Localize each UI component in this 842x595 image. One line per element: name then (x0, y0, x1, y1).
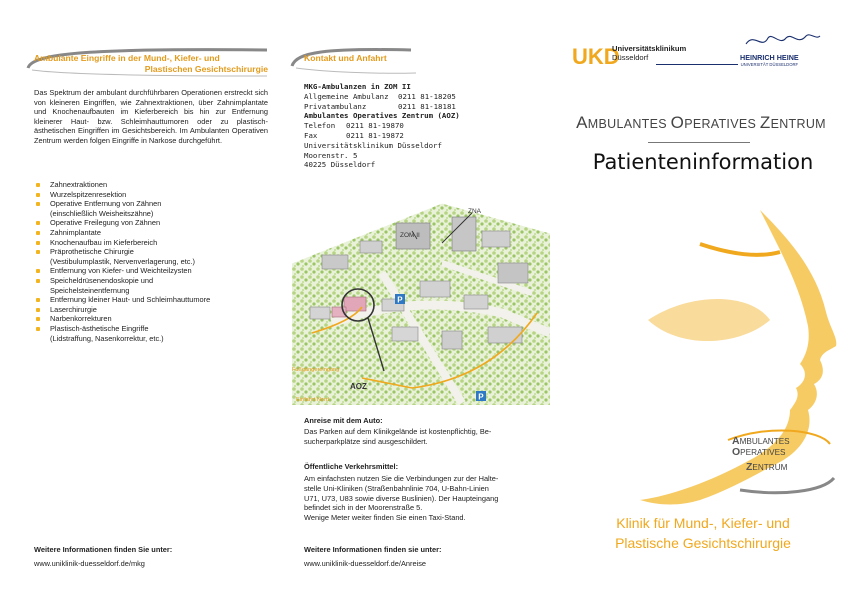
title-rest: PERATIVES (684, 117, 760, 131)
procedure-item: Operative Entfernung von Zähnen (34, 199, 274, 209)
procedure-item: Narbenkorrekturen (34, 314, 274, 324)
patient-info-title: Patienteninformation (592, 150, 814, 174)
procedure-item: Entfernung kleiner Haut- und Schleimhauttumore (34, 295, 274, 305)
title-cap: A (576, 113, 588, 132)
parking-label: P (478, 392, 484, 402)
title-rule (648, 142, 750, 143)
map-label-zom: ZOM II (400, 232, 420, 239)
logo-rest: ENTRUM (752, 463, 788, 472)
logo-line (732, 436, 790, 447)
title-rest: ENTRUM (770, 117, 826, 131)
map-label-entrance: Einfahrt Nord (296, 397, 329, 403)
eye-shape (648, 299, 770, 341)
contact-title: MKG-Ambulanzen in ZOM II (304, 82, 411, 91)
logo-rest: PERATIVES (740, 448, 786, 457)
logo-rest: MBULANTES (739, 437, 790, 446)
panel-contact (280, 0, 560, 595)
ukd-subtitle (612, 44, 686, 62)
panel-cover (560, 0, 842, 595)
contact-row (304, 131, 460, 141)
procedure-item: Wurzelspitzenresektion (34, 190, 274, 200)
procedure-item: (einschließlich Weisheitszähne) (50, 208, 154, 218)
logo-rule (656, 64, 738, 65)
parking-label: P (397, 295, 403, 305)
transit-text (304, 474, 554, 523)
text-line: Das Parken auf dem Klinikgelände ist kostenpflichtig, Be- (304, 427, 492, 436)
procedure-item: Präprothetische Chirurgie (34, 247, 274, 257)
footer-label: Weitere Informationen finden Sie unter: (34, 545, 173, 554)
map-label-pedestrian: Fußgängereingang (292, 367, 340, 373)
contact-label: Telefon (304, 121, 336, 131)
footer-label: Weitere Informationen finden sie unter: (304, 545, 442, 554)
intro-text: Das Spektrum der ambulant durchführbaren Operationen erstreckt sich von kleineren Eingriffen, wie Zahnextraktionen, über Zahnimplantate und Knochenaufbauten im Kieferbereich bis hin zur Entfernung kleinerer Haut- bzw. Schleimhauttumoren oder zu plastisch-ästhetischen Eingriffen im Gesichtsbereich. Im Ambulanten Operativen Zentrum werden folgen Eingriffe in Narkose durchgeführt. (34, 88, 268, 145)
text-line: Am einfachsten nutzen Sie die Verbindungen zur der Halte- (304, 474, 499, 483)
contact-label: Allgemeine Ambulanz (304, 91, 389, 101)
procedure-item: Speicheldrüsenendoskopie und (34, 276, 274, 286)
logo-cap: O (732, 446, 741, 458)
contact-phone[interactable]: 0211 81-18205 (398, 91, 456, 101)
contact-phone[interactable]: 0211 81-19870 (346, 121, 404, 131)
hhu-line: HEINRICH HEINE (740, 53, 799, 62)
address-line: 40225 Düsseldorf (304, 160, 376, 170)
contact-block (304, 82, 460, 170)
logo-cap: A (732, 435, 740, 447)
title-cap: O (670, 113, 685, 132)
hhu-line: UNIVERSITÄT DÜSSELDORF (740, 62, 799, 67)
procedure-item: Operative Freilegung von Zähnen (34, 218, 274, 228)
contact-phone[interactable]: 0211 81-18181 (398, 101, 456, 111)
procedures-header (34, 53, 268, 75)
text-line: Wenige Meter weiter finden Sie einen Taxi-Stand. (304, 513, 466, 523)
logo-line (732, 462, 790, 473)
contact-row (304, 121, 460, 131)
contact-label: Fax (304, 130, 318, 140)
aoz-building (344, 297, 366, 311)
brow-shape (700, 244, 780, 255)
procedure-item: (Vestibulumplastik, Nervenverlagerung, etc.) (50, 256, 196, 266)
title-rest: MBULANTES (587, 117, 671, 131)
procedure-list (34, 180, 274, 343)
procedure-item: Zahnextraktionen (34, 180, 274, 190)
title-cap: Z (759, 113, 771, 132)
aoz-small-logo (732, 436, 790, 473)
procedure-item: Speichelsteinentfernung (50, 285, 130, 295)
procedure-item: Entfernung von Kiefer- und Weichteilzysten (34, 266, 274, 276)
map-label-aoz: AOZ (350, 382, 367, 391)
contact-row (304, 102, 460, 112)
car-title: Anreise mit dem Auto: (304, 416, 383, 425)
contact-header: Kontakt und Anfahrt (304, 53, 387, 63)
procedure-item: (Lidstraffung, Nasenkorrektur, etc.) (50, 333, 164, 343)
header-line-2: Plastischen Gesichtschirurgie (144, 64, 268, 74)
map-label-zna: ZNA (468, 208, 481, 215)
procedure-item: Laserchirurgie (34, 305, 274, 315)
logo-cap: Z (746, 461, 753, 473)
ukd-line: Universitätsklinikum (612, 44, 687, 53)
clinic-line: Plastische Gesichtschirurgie (615, 535, 791, 551)
car-text (304, 427, 554, 447)
transit-title: Öffentliche Verkehrsmittel: (304, 462, 399, 471)
procedure-item: Knochenaufbau im Kieferbereich (34, 238, 274, 248)
center-title (570, 113, 832, 133)
hhu-signature (742, 30, 822, 52)
text-line: stelle Uni-Kliniken (Straßenbahnlinie 704, U-Bahn-Linien (304, 483, 489, 493)
contact-row (304, 92, 460, 102)
procedure-item: Zahnimplantate (34, 228, 274, 238)
clinic-line: Klinik für Mund-, Kiefer- und (616, 515, 790, 531)
panel-procedures (0, 0, 280, 595)
contact-label: Privatambulanz (304, 101, 367, 111)
text-line: befindet sich in der Moorenstraße 5. (304, 503, 423, 513)
text-line: sucherparkplätze sind ausgeschildert. (304, 436, 428, 446)
footer-link[interactable]: www.uniklinik-duesseldorf.de/Anreise (304, 559, 427, 568)
procedure-item: Plastisch-ästhetische Eingriffe (34, 324, 274, 334)
logo-line (732, 447, 790, 458)
header-line-1: Ambulante Eingriffe in der Mund-, Kiefer- und (34, 53, 220, 63)
ukd-line: Düsseldorf (612, 53, 649, 62)
aoz-title: Ambulantes Operatives Zentrum (AOZ) (304, 111, 460, 121)
clinic-name (572, 513, 834, 553)
contact-fax: 0211 81-19872 (346, 130, 404, 140)
address-line: Universitätsklinikum Düsseldorf (304, 140, 442, 150)
footer-link[interactable]: www.uniklinik-duesseldorf.de/mkg (34, 559, 145, 568)
hhu-logo (740, 54, 799, 68)
address-line: Moorenstr. 5 (304, 150, 358, 160)
text-line: U71, U73, U83 sowie diverse Buslinien). Der Haupteingang (304, 493, 499, 503)
ukd-logo: UKD (572, 44, 620, 69)
campus-map (292, 203, 550, 405)
